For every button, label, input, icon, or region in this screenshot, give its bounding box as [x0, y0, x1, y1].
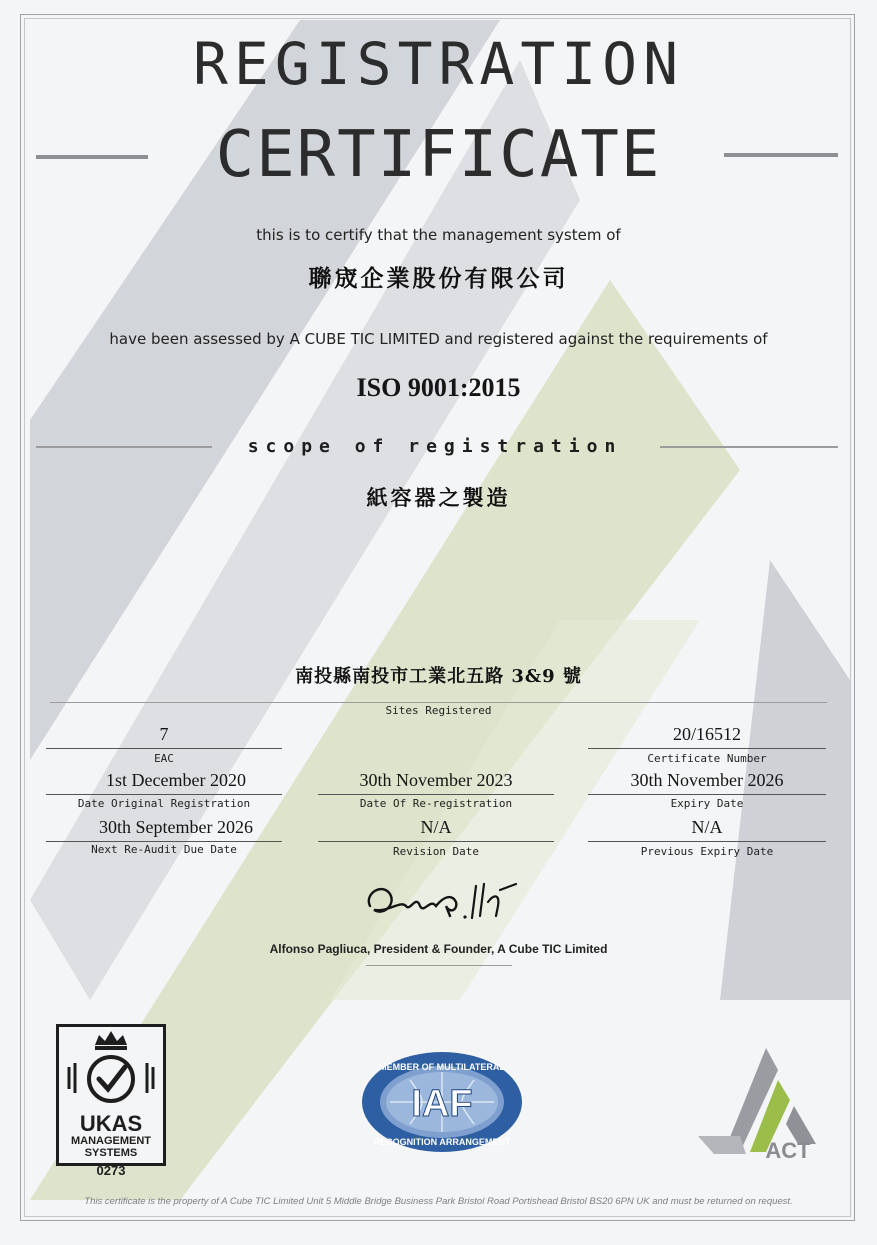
- assessed-text: have been assessed by A CUBE TIC LIMITED and registered against the requirements of: [109, 330, 768, 348]
- expiry-label: Expiry Date: [670, 797, 744, 810]
- revision-value: N/A: [420, 817, 452, 837]
- scope-heading: scope of registration: [247, 436, 623, 457]
- ukas-logo: [56, 1024, 166, 1166]
- next-audit-value: 30th September 2026: [99, 817, 253, 837]
- scope-text: 紙容器之製造: [366, 485, 511, 510]
- original-registration-label: Date Original Registration: [77, 797, 251, 810]
- ukas-number: 0273: [96, 1163, 126, 1178]
- crown-check-icon: [59, 1027, 163, 1117]
- ukas-text: UKAS: [79, 1111, 143, 1136]
- original-registration-rule: [46, 794, 282, 795]
- footer-note: This certificate is the property of A Cube TIC Limited Unit 5 Middle Bridge Business Park Bristol Road Portishead Bristol BS20 6PN UK and must be returned on request.: [84, 1196, 793, 1207]
- iaf-logo: [360, 1050, 525, 1159]
- original-registration-value: 1st December 2020: [106, 770, 246, 790]
- company-name: 聯宬企業股份有限公司: [308, 265, 569, 292]
- title-rule-right: [724, 153, 838, 157]
- standard-title: ISO 9001:2015: [356, 373, 521, 402]
- title-registration: REGISTRATION: [192, 30, 685, 98]
- address-rule: [50, 702, 827, 703]
- act-logo: [694, 1040, 824, 1174]
- re-registration-rule: [318, 794, 554, 795]
- signature-rule: [366, 965, 512, 966]
- expiry-rule: [588, 794, 826, 795]
- scope-rule-right: [660, 446, 838, 448]
- revision-rule: [318, 841, 554, 842]
- iaf-text: IAF: [411, 1083, 473, 1125]
- act-text: ACT: [765, 1138, 811, 1163]
- previous-expiry-label: Previous Expiry Date: [640, 845, 774, 858]
- signature-image: [360, 876, 530, 928]
- title-certificate: CERTIFICATE: [215, 118, 662, 192]
- next-audit-rule: [46, 841, 282, 842]
- iaf-ring-top: MEMBER OF MULTILATERAL: [379, 1062, 505, 1072]
- previous-expiry-rule: [588, 841, 826, 842]
- expiry-value: 30th November 2026: [630, 770, 784, 790]
- ukas-management: MANAGEMENT: [70, 1135, 152, 1147]
- iaf-ring-bottom: RECOGNITION ARRANGEMENT: [373, 1137, 511, 1147]
- eac-rule: [46, 748, 282, 749]
- re-registration-value: 30th November 2023: [359, 770, 513, 790]
- revision-label: Revision Date: [392, 845, 480, 858]
- certificate-number-rule: [588, 748, 826, 749]
- intro-text: this is to certify that the management system of: [256, 226, 621, 244]
- scope-rule-left: [36, 446, 212, 448]
- certificate-number-label: Certificate Number: [647, 752, 767, 765]
- eac-value: 7: [159, 724, 169, 744]
- sites-label: Sites Registered: [385, 704, 492, 717]
- next-audit-label: Next Re-Audit Due Date: [91, 843, 237, 856]
- eac-label: EAC: [154, 752, 174, 765]
- ukas-systems: SYSTEMS: [84, 1147, 138, 1159]
- site-address: 南投縣南投市工業北五路 3&9 號: [295, 666, 582, 687]
- previous-expiry-value: N/A: [691, 817, 723, 837]
- signatory-name: Alfonso Pagliuca, President & Founder, A Cube TIC Limited: [269, 942, 608, 956]
- re-registration-label: Date Of Re-registration: [359, 797, 513, 810]
- title-rule-left: [36, 155, 148, 159]
- certificate-number-value: 20/16512: [672, 724, 741, 744]
